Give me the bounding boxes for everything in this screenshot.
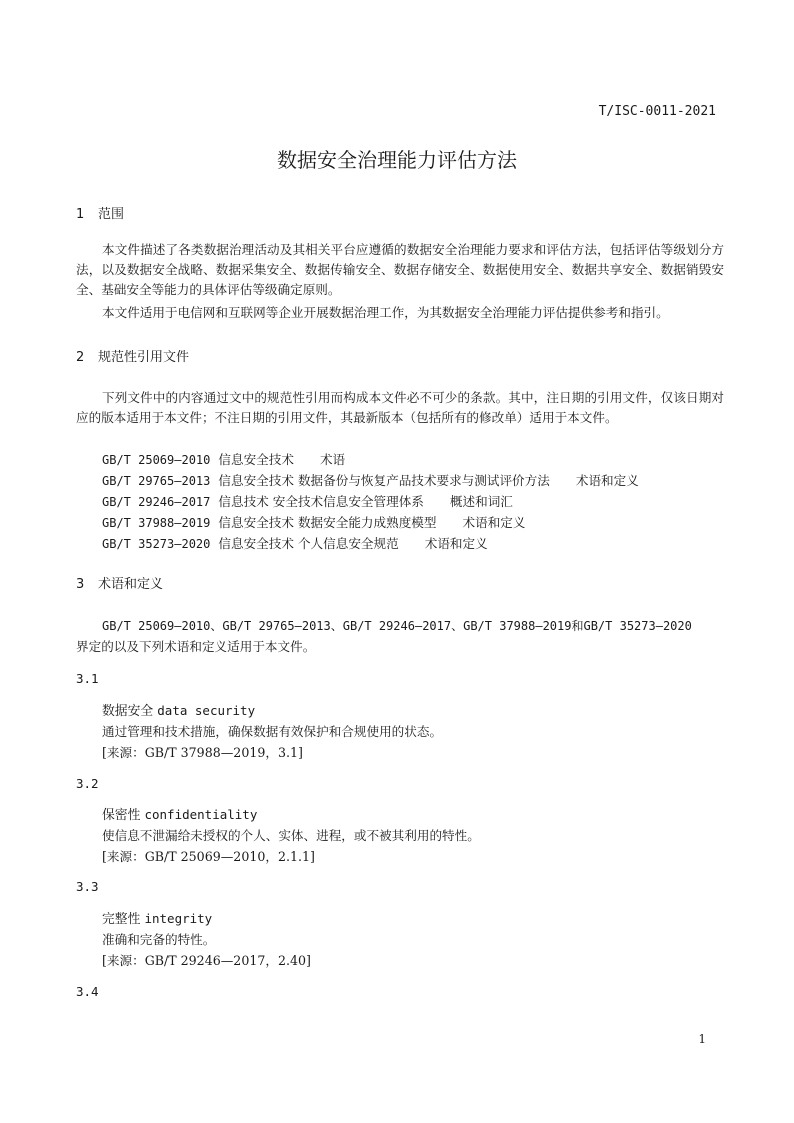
reference-code: GB/T 29246—2017: [102, 495, 211, 509]
section-1-heading: [76, 203, 124, 222]
reference-title: 信息安全技术 个人信息安全规范: [218, 536, 399, 551]
reference-part: 术语: [319, 452, 346, 467]
reference-title: 信息安全技术 数据备份与恢复产品技术要求与测试评价方法: [218, 473, 550, 488]
reference-code: GB/T 37988—2019: [102, 516, 211, 530]
reference-item: [102, 492, 513, 512]
reference-item: [102, 450, 345, 470]
term-zh: 完整性: [102, 912, 141, 927]
paragraph: 下列文件中的内容通过文中的规范性引用而构成本文件必不可少的条款。其中，注日期的引用文件，仅该日期对应的版本适用于本文件；不注日期的引用文件，其最新版本（包括所有的修改单）适用于本文件。: [76, 390, 724, 425]
section-3-heading: [76, 573, 163, 592]
term-en: data security: [157, 703, 256, 718]
term-en: integrity: [144, 911, 213, 926]
reference-title: 信息安全技术 数据安全能力成熟度模型: [218, 515, 437, 530]
term-en: confidentiality: [144, 807, 258, 822]
section-title: 规范性引用文件: [98, 350, 190, 365]
term-zh: 保密性: [102, 808, 141, 823]
term-heading: [102, 700, 255, 719]
term-source: [来源：GB/T 25069—2010，2.1.1]: [102, 849, 315, 864]
term-number: 3.2: [76, 776, 99, 791]
term-definition: 准确和完备的特性。: [102, 932, 216, 947]
reference-title: 信息安全技术: [218, 452, 294, 467]
section-2-heading: [76, 346, 189, 365]
term-number: 3.1: [76, 671, 99, 686]
reference-item: [102, 471, 639, 491]
section-number: 2: [76, 350, 85, 365]
section-number: 1: [76, 207, 85, 222]
paragraph-line: GB/T 25069—2010、GB/T 29765—2013、GB/T 29246—2017、GB/T 37988—2019和GB/T 35273—2020: [102, 619, 692, 633]
reference-item: [102, 513, 525, 533]
page-number: 1: [698, 1032, 706, 1046]
reference-part: 术语和定义: [424, 536, 488, 551]
term-source: [来源：GB/T 29246—2017，2.40]: [102, 953, 311, 968]
term-number: 3.3: [76, 879, 99, 894]
term-heading: [102, 804, 257, 823]
section-title: 范围: [98, 207, 125, 222]
paragraph-line: 界定的以及下列术语和定义适用于本文件。: [76, 639, 316, 654]
document-title: 数据安全治理能力评估方法: [277, 148, 517, 172]
section-title: 术语和定义: [98, 577, 164, 592]
paragraph: 本文件描述了各类数据治理活动及其相关平台应遵循的数据安全治理能力要求和评估方法，包括评估等级划分方法，以及数据安全战略、数据采集安全、数据传输安全、数据存储安全、数据使用安全、数据共享安全、数据销毁安全、基础安全等能力的具体评估等级确定原则。: [76, 242, 724, 297]
reference-code: GB/T 35273—2020: [102, 537, 211, 551]
reference-item: [102, 534, 488, 554]
document-number: T/ISC-0011-2021: [598, 104, 716, 119]
term-zh: 数据安全: [102, 704, 154, 719]
reference-code: GB/T 29765—2013: [102, 474, 211, 488]
term-heading: [102, 908, 212, 927]
section-number: 3: [76, 577, 85, 592]
reference-part: 术语和定义: [462, 515, 526, 530]
reference-part: 概述和词汇: [449, 494, 513, 509]
reference-code: GB/T 25069—2010: [102, 453, 211, 467]
term-source: [来源：GB/T 37988—2019，3.1]: [102, 745, 303, 760]
term-definition: 通过管理和技术措施，确保数据有效保护和合规使用的状态。: [102, 724, 443, 739]
paragraph: 本文件适用于电信网和互联网等企业开展数据治理工作，为其数据安全治理能力评估提供参考和指引。: [102, 305, 669, 320]
reference-part: 术语和定义: [575, 473, 639, 488]
term-definition: 使信息不泄漏给未授权的个人、实体、进程，或不被其利用的特性。: [102, 828, 480, 843]
term-number: 3.4: [76, 984, 99, 999]
reference-title: 信息技术 安全技术信息安全管理体系: [218, 494, 424, 509]
